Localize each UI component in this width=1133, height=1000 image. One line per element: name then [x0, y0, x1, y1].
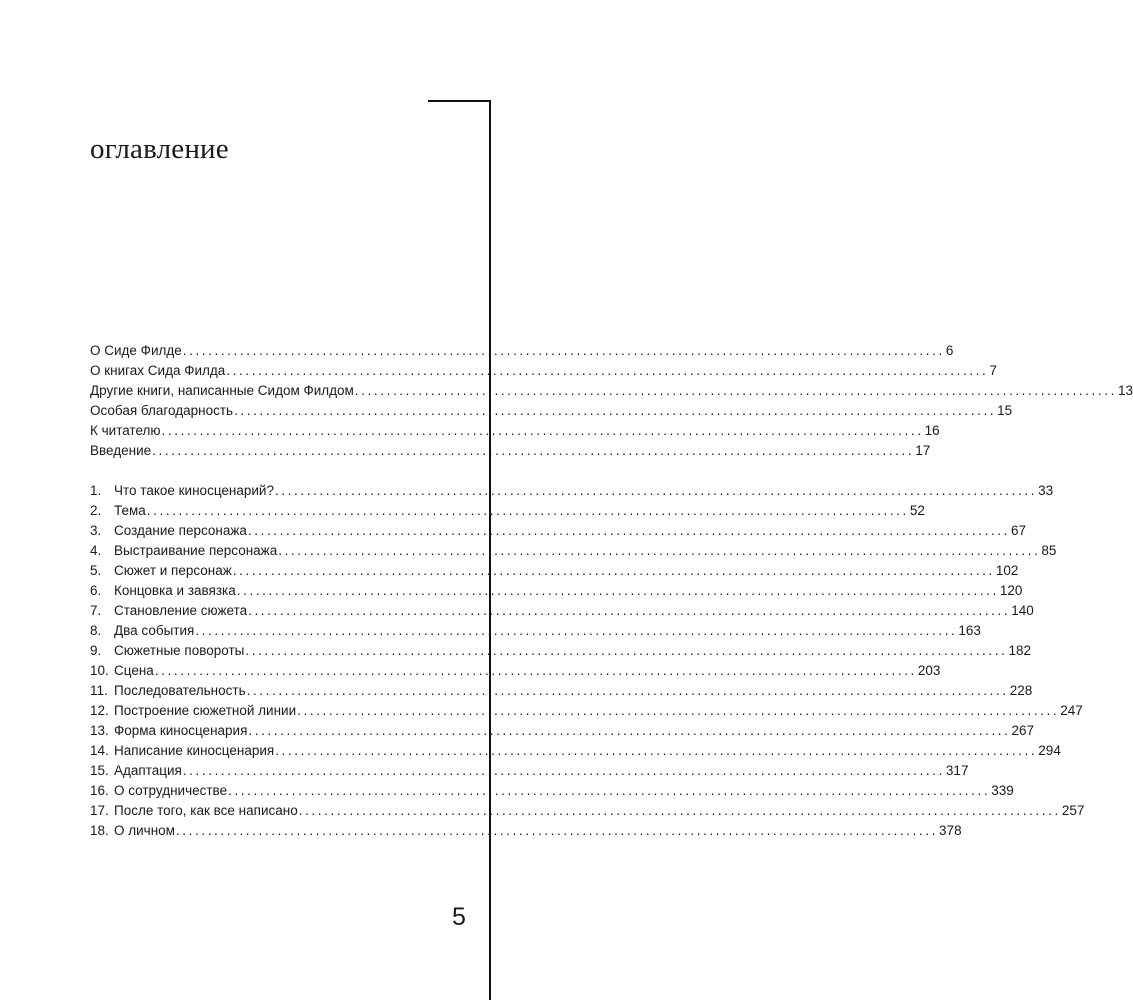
- chapter-number: 9.: [90, 643, 102, 658]
- toc-chapter[interactable]: [90, 681, 1033, 701]
- chapter-number: 5.: [90, 563, 102, 578]
- chapter-page: 257: [1061, 803, 1085, 818]
- toc-entry-label: Особая благодарность: [90, 403, 234, 418]
- toc-entry[interactable]: [90, 361, 997, 381]
- chapter-page: 228: [1009, 683, 1033, 698]
- dot-leader: ........................................................................................................................: [246, 683, 1009, 698]
- chapter-page: 140: [1011, 603, 1034, 618]
- chapter-page: 67: [1010, 523, 1027, 538]
- dot-leader: ........................................................................................................................: [236, 583, 999, 598]
- toc-entry[interactable]: [90, 421, 940, 441]
- chapter-page: 85: [1041, 543, 1057, 558]
- chapter-number: 6.: [90, 583, 102, 598]
- chapter-number: 2.: [90, 503, 102, 518]
- toc-chapter[interactable]: [90, 581, 1023, 601]
- toc-chapter[interactable]: [90, 641, 1031, 661]
- chapter-title: Адаптация: [114, 763, 182, 778]
- dot-leader: ........................................................................................................................: [182, 343, 945, 358]
- chapter-title: Написание киносценария: [114, 743, 275, 758]
- chapter-page: 120: [999, 583, 1023, 598]
- toc-chapter[interactable]: [90, 661, 941, 681]
- toc-chapter[interactable]: [90, 781, 1014, 801]
- toc-chapter[interactable]: [90, 721, 1035, 741]
- chapter-title: Последовательность: [114, 683, 246, 698]
- chapter-title: Выстраивание персонажа: [114, 543, 278, 558]
- chapter-title: Становление сюжета: [114, 603, 248, 618]
- chapter-number: 12.: [90, 703, 109, 718]
- toc-chapter[interactable]: [90, 541, 1057, 561]
- chapter-number: 3.: [90, 523, 102, 538]
- dot-leader: ........................................................................................................................: [274, 483, 1038, 498]
- toc-entry[interactable]: [90, 441, 931, 461]
- toc-entry-page: 13: [1117, 383, 1133, 398]
- toc-chapter[interactable]: [90, 601, 1034, 621]
- dot-leader: ........................................................................................................................: [248, 603, 1011, 618]
- chapter-title: Сцена: [114, 663, 154, 678]
- toc-chapter[interactable]: [90, 521, 1027, 541]
- toc-chapter[interactable]: [90, 561, 1019, 581]
- toc-entry-page: 7: [989, 363, 997, 378]
- dot-leader: ........................................................................................................................: [154, 663, 917, 678]
- chapter-page: 203: [917, 663, 941, 678]
- dot-leader: ........................................................................................................................: [226, 363, 989, 378]
- chapter-title: Тема: [114, 503, 146, 518]
- toc-entry-page: 6: [945, 343, 954, 358]
- chapter-number: 10.: [90, 663, 109, 678]
- chapter-title: Форма киносценария: [114, 723, 248, 738]
- dot-leader: ........................................................................................................................: [275, 743, 1038, 758]
- chapter-number: 13.: [90, 723, 109, 738]
- toc-entry[interactable]: [90, 341, 954, 361]
- dot-leader: ........................................................................................................................: [232, 563, 995, 578]
- dot-leader: ........................................................................................................................: [234, 403, 997, 418]
- dot-leader: ........................................................................................................................: [297, 703, 1060, 718]
- toc-entry-label: О Сиде Филде: [90, 343, 182, 358]
- chapter-number: 14.: [90, 743, 109, 758]
- chapter-page: 182: [1008, 643, 1031, 658]
- toc-entry-label: Введение: [90, 443, 152, 458]
- toc-entry-page: 15: [997, 403, 1013, 418]
- toc-entry-label: Другие книги, написанные Сидом Филдом: [90, 383, 354, 398]
- chapter-title: Сюжет и персонаж: [114, 563, 232, 578]
- chapter-number: 1.: [90, 483, 102, 498]
- chapter-title: Два события: [114, 623, 195, 638]
- toc-entry[interactable]: [90, 401, 1013, 421]
- chapter-page: 294: [1038, 743, 1061, 758]
- chapter-page: 339: [991, 783, 1014, 798]
- chapter-title: Что такое киносценарий?: [114, 483, 274, 498]
- chapter-number: 16.: [90, 783, 109, 798]
- dot-leader: ........................................................................................................................: [245, 643, 1008, 658]
- dot-leader: ........................................................................................................................: [175, 823, 939, 838]
- chapter-number: 15.: [90, 763, 109, 778]
- toc-entry-label: К читателю: [90, 423, 161, 438]
- corner-rule-top: [428, 100, 491, 102]
- dot-leader: ........................................................................................................................: [161, 423, 924, 438]
- chapter-page: 102: [995, 563, 1019, 578]
- dot-leader: ........................................................................................................................: [195, 623, 958, 638]
- dot-leader: ........................................................................................................................: [248, 723, 1011, 738]
- dot-leader: ........................................................................................................................: [278, 543, 1041, 558]
- toc-chapter[interactable]: [90, 501, 925, 521]
- dot-leader: ........................................................................................................................: [228, 783, 991, 798]
- toc-chapters: [90, 481, 1085, 841]
- chapter-title: После того, как все написано: [114, 803, 298, 818]
- dot-leader: ........................................................................................................................: [298, 803, 1061, 818]
- chapter-page: 163: [958, 623, 981, 638]
- chapter-page: 33: [1038, 483, 1054, 498]
- chapter-title: Концовка и завязка: [114, 583, 236, 598]
- chapter-page: 317: [945, 763, 969, 778]
- toc-entry-page: 16: [924, 423, 940, 438]
- dot-leader: ........................................................................................................................: [354, 383, 1117, 398]
- chapter-title: Создание персонажа: [114, 523, 247, 538]
- chapter-page: 267: [1011, 723, 1035, 738]
- toc-chapter[interactable]: [90, 481, 1054, 501]
- chapter-title: Построение сюжетной линии: [114, 703, 297, 718]
- chapter-number: 4.: [90, 543, 102, 558]
- dot-leader: ........................................................................................................................: [247, 523, 1010, 538]
- chapter-page: 378: [939, 823, 962, 838]
- dot-leader: ........................................................................................................................: [146, 503, 909, 518]
- page-number: 5: [452, 903, 466, 931]
- toc-chapter[interactable]: [90, 801, 1085, 821]
- toc-chapter[interactable]: [90, 741, 1061, 761]
- toc-entry[interactable]: [90, 381, 1133, 401]
- chapter-number: 7.: [90, 603, 102, 618]
- chapter-title: О сотрудничестве: [114, 783, 228, 798]
- toc-front-matter: [90, 341, 1133, 461]
- chapter-page: 247: [1060, 703, 1083, 718]
- toc-chapter[interactable]: [90, 821, 962, 841]
- toc-chapter[interactable]: [90, 761, 969, 781]
- chapter-number: 8.: [90, 623, 102, 638]
- chapter-title: Сюжетные повороты: [114, 643, 245, 658]
- chapter-page: 52: [909, 503, 925, 518]
- chapter-number: 17.: [90, 803, 109, 818]
- toc-entry-page: 17: [915, 443, 931, 458]
- chapter-number: 18.: [90, 823, 109, 838]
- toc-entry-label: О книгах Сида Филда: [90, 363, 226, 378]
- dot-leader: ........................................................................................................................: [152, 443, 915, 458]
- toc-chapter[interactable]: [90, 621, 981, 641]
- toc-chapter[interactable]: [90, 701, 1083, 721]
- chapter-number: 11.: [90, 683, 108, 698]
- dot-leader: ........................................................................................................................: [182, 763, 945, 778]
- chapter-title: О личном: [114, 823, 175, 838]
- page-title: оглавление: [90, 133, 229, 165]
